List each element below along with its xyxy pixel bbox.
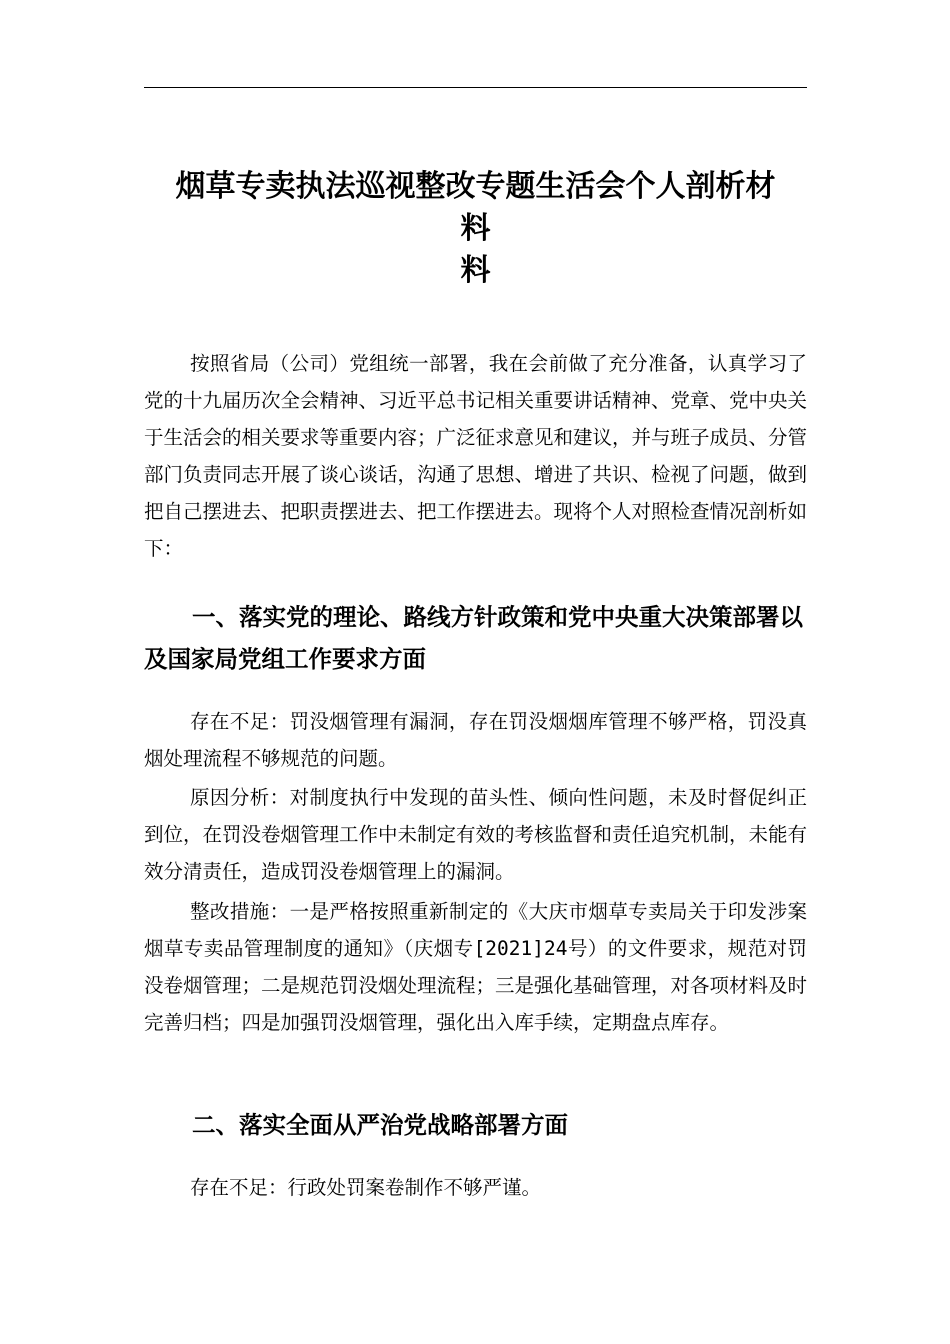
header-rule [144, 87, 807, 88]
intro-paragraph: 按照省局（公司）党组统一部署，我在会前做了充分准备，认真学习了党的十九届历次全会精神、习近平总书记相关重要讲话精神、党章、党中央关于生活会的相关要求等重要内容；广泛征求意见和建议，并与班子成员、分管部门负责同志开展了谈心谈话，沟通了思想、增进了共识、检视了问题，做到把自己摆进去、把职责摆进去、把工作摆进去。现将个人对照检查情况剖析如下： [144, 352, 808, 560]
section-1-problem: 存在不足：罚没烟管理有漏洞，存在罚没烟烟库管理不够严格，罚没真烟处理流程不够规范的问题。 [144, 710, 807, 770]
title-line-1: 烟草专卖执法巡视整改专题生活会个人剖析材 [175, 169, 776, 204]
document-title [144, 166, 807, 292]
section-1-heading: 一、落实党的理论、路线方针政策和党中央重大决策部署以及国家局党组工作要求方面 [144, 603, 803, 673]
section-1-cause: 原因分析：对制度执行中发现的苗头性、倾向性问题，未及时督促纠正到位，在罚没卷烟管理工作中未制定有效的考核监督和责任追究机制，未能有效分清责任，造成罚没卷烟管理上的漏洞。 [144, 786, 808, 883]
title-line-2: 料 [460, 211, 491, 246]
section-1-measures: 整改措施：一是严格按照重新制定的《大庆市烟草专卖局关于印发涉案烟草专卖品管理制度的通知》（庆烟专[2021]24号）的文件要求，规范对罚没卷烟管理；二是规范罚没烟处理流程；三是强化基础管理，对各项材料及时完善归档；四是加强罚没烟管理，强化出入库手续，定期盘点库存。 [144, 900, 808, 1034]
title-line-3: 料 [460, 253, 491, 288]
section-2-heading: 二、落实全面从严治党战略部署方面 [192, 1111, 568, 1139]
section-2-problem: 存在不足：行政处罚案卷制作不够严谨。 [190, 1176, 542, 1199]
